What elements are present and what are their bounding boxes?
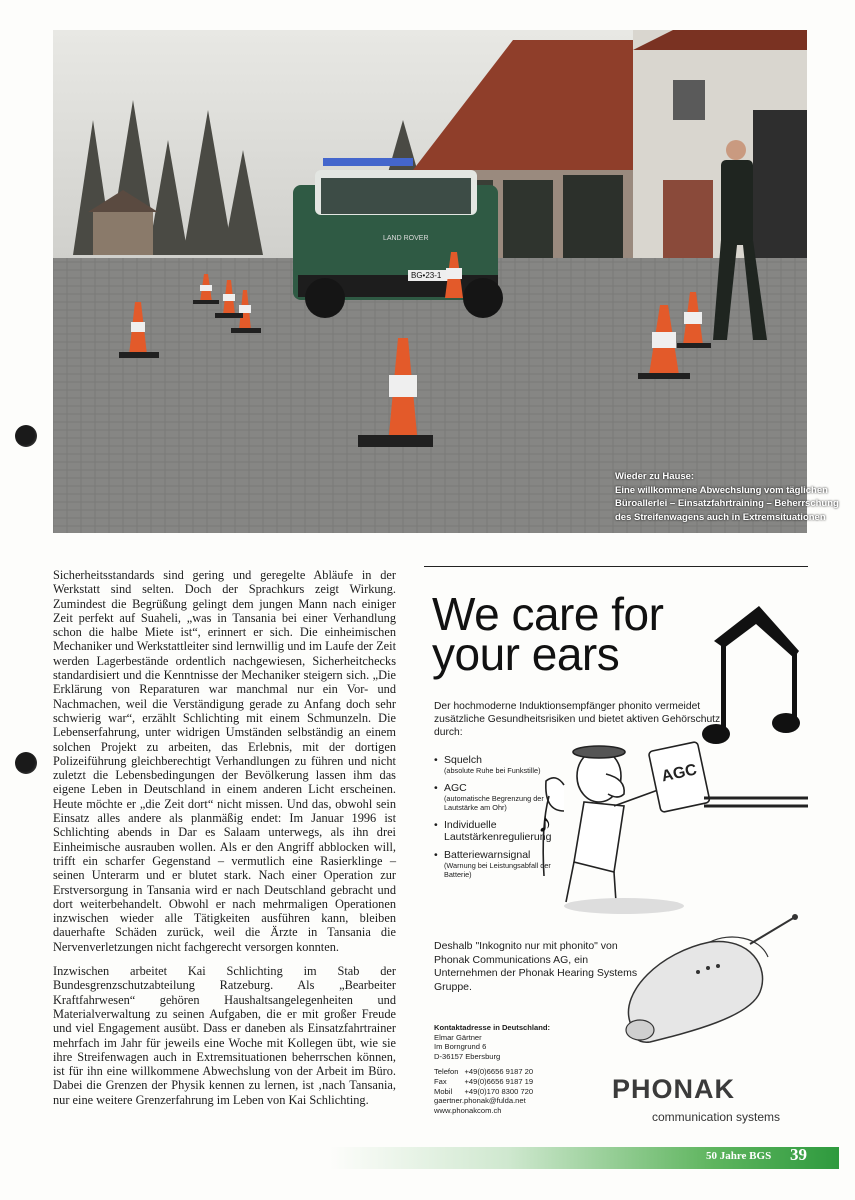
land-rover	[293, 158, 503, 318]
contact-name: Elmar Gärtner	[434, 1032, 482, 1042]
agc-sign-text: AGC	[660, 761, 699, 786]
ad-tagline: Deshalb "Inkognito nur mit phonito" von Phonak Communications AG, ein Unternehmen der Phonak Hearing Systems Gruppe.	[434, 940, 638, 993]
ad-intro: Der hochmoderne Induktionsempfänger phonito vermeidet zusätzliche Gesundheitsrisiken und bietet aktiven Gehörschutz durch:	[434, 701, 721, 738]
punch-hole	[15, 752, 37, 774]
phonito-receiver-image	[610, 912, 800, 1062]
ad-headline	[432, 588, 664, 680]
page-number: 39	[790, 1145, 807, 1164]
ad-feature-list	[434, 754, 554, 886]
contact-phone-table	[434, 1067, 539, 1096]
feature-item	[434, 819, 554, 843]
article-body	[53, 568, 396, 1117]
feature-label: Squelch	[444, 754, 482, 766]
ad-contact	[434, 1023, 634, 1115]
small-music-note-icon: ♪	[538, 808, 552, 839]
contact-value: +49(0)170 8300 720	[464, 1086, 534, 1096]
contact-heading: Kontaktadresse in Deutschland:	[434, 1023, 551, 1032]
contact-city: D-36157 Ebersburg	[434, 1051, 501, 1061]
ad-headline-line: We care for	[432, 588, 664, 640]
caption-title: Wieder zu Hause:	[615, 471, 695, 482]
phonak-logo-subtitle: communication systems	[652, 1110, 781, 1124]
caption-text: Eine willkommene Abwechslung vom täglichen Büroallerlei – Einsatzfahrtraining – Beherrschung des Streifenwagens auch in Extremsituationen	[615, 484, 839, 523]
car-brand-text: LAND ROVER	[383, 235, 429, 242]
ad-headline-line: your ears	[432, 628, 620, 680]
feature-item	[434, 754, 554, 776]
feature-note: (Warnung bei Leistungsabfall der Batterie)	[444, 860, 551, 879]
article-paragraph: Inzwischen arbeitet Kai Schlichting im Stab der Bundesgrenzschutzabteilung Ratzeburg. Als „Bearbeiter Kraftfahrwesen“ gehören Haushaltsangelegenheiten und Materialverwaltung zu seinen Aufgaben, die er mit großer Freude und viel Engagement ausübt. Dass er daneben als Einsatzfahrtrainer mehrfach im Jahr für jeweils eine Woche mit Kollegen übt, wie sie ihre Streifenwagen auch in Extremsituationen beherrschen können, ist für ihn eine willkommene Abwechslung von der Arbeit im Büro. Dabei die Grenzen der Physik kennen zu lernen, ist ‚nach Tansania, nur eine weitere Grenzerfahrung im Leben von Kai Schlichting.	[53, 964, 396, 1107]
punch-hole	[15, 425, 37, 447]
ad-divider	[424, 566, 808, 567]
training-photo-illustration	[53, 30, 807, 533]
training-photo	[53, 30, 839, 533]
contact-value: +49(0)6656 9187 20	[464, 1067, 534, 1077]
contact-label: Telefon	[434, 1067, 459, 1077]
feature-label: Individuelle Lautstärkenregulierung	[444, 818, 552, 843]
contact-street: Im Borngrund 6	[434, 1042, 487, 1052]
feature-note: (automatische Begrenzung der Lautstärke am Ohr)	[444, 793, 544, 812]
footer-label: 50 Jahre BGS	[706, 1150, 772, 1162]
feature-item	[434, 849, 554, 880]
photo-caption	[615, 470, 855, 524]
feature-label: Batteriewarnsignal	[444, 848, 531, 861]
contact-label: Fax	[434, 1076, 447, 1086]
contact-email: gaertner.phonak@fulda.net	[434, 1096, 526, 1106]
contact-web: www.phonakcom.ch	[434, 1105, 502, 1115]
contact-row	[434, 1067, 539, 1077]
contact-label: Mobil	[434, 1086, 453, 1096]
license-plate-text: BG•23-1	[411, 271, 442, 280]
phonak-logo: PHONAK	[612, 1074, 736, 1104]
phonak-advertisement	[424, 566, 808, 1142]
cartoon-illustration	[538, 736, 808, 916]
feature-label: AGC	[444, 781, 467, 794]
feature-note: (absolute Ruhe bei Funkstille)	[444, 766, 541, 775]
contact-value: +49(0)6656 9187 19	[464, 1076, 534, 1086]
contact-row	[434, 1087, 539, 1097]
article-paragraph: Sicherheitsstandards sind gering und geregelte Abläufe in der Werkstatt sind selten. Doch der Sprachkurs zeigt Wirkung. Zumindest die Begrüßung gelingt dem jungen Mann nach einiger Zeit perfekt auf Suaheli, „was in Tansania bei einer Verhandlung schon die halbe Miete ist“, erinnert er sich. Die einheimischen Mechaniker und Werkstattleiter sind lernwillig und im Laufe der Zeit werden Lagerbestände ordentlich nachgewiesen, Sicherheitchecks standardisiert und die Kenntnisse der Mechaniker steigern sich. „Die Erklärung von Reparaturen war manchmal nur ein Vor- und Nachmachen, weil die Verständigung gerade zu Anfang doch sehr schwierig war“, erzählt Schlichting mit einem Schmunzeln. Die Lebenserfahrung, unter widrigen Umständen selbständig an einem solchen Projekt zu arbeiten, das Erlebnis, mit der dortigen Polizeiführung gleichberechtigt Verhandlungen zu führen und nicht zuletzt die Lebensbedingungen der Bevölkerung lassen ihm das eigene Leben in Deutschland in einem anderen Licht erscheinen. Heute möchte er „die Zeit dort“ nicht missen. Und das, obwohl sein Einsatz alles andere als planmäßig endet: Im Januar 1996 ist Schlichting abends in Dar es Salaam unterwegs, als ihn drei Einheimische ausrauben wollen. Als er den Angriff abblocken will, trifft ein scharfer Gegenstand – vermutlich eine Rasierklinge – seinen Unterarm und er blutet stark. Nach einer Operation zur Erstversorgung in Tansania wird er nach Deutschland gebracht und dort weiterbehandelt. Obwohl er nach mehrmaligen Operationen inzwischen wieder alle Tätigkeiten ausführen kann, bleiben dauerhafte Schäden zurück, weil die Ärzte in Tansania die Nervenverletzungen nicht fachgerecht versorgen konnten.	[53, 568, 396, 954]
feature-item	[434, 782, 554, 813]
contact-row	[434, 1077, 539, 1087]
